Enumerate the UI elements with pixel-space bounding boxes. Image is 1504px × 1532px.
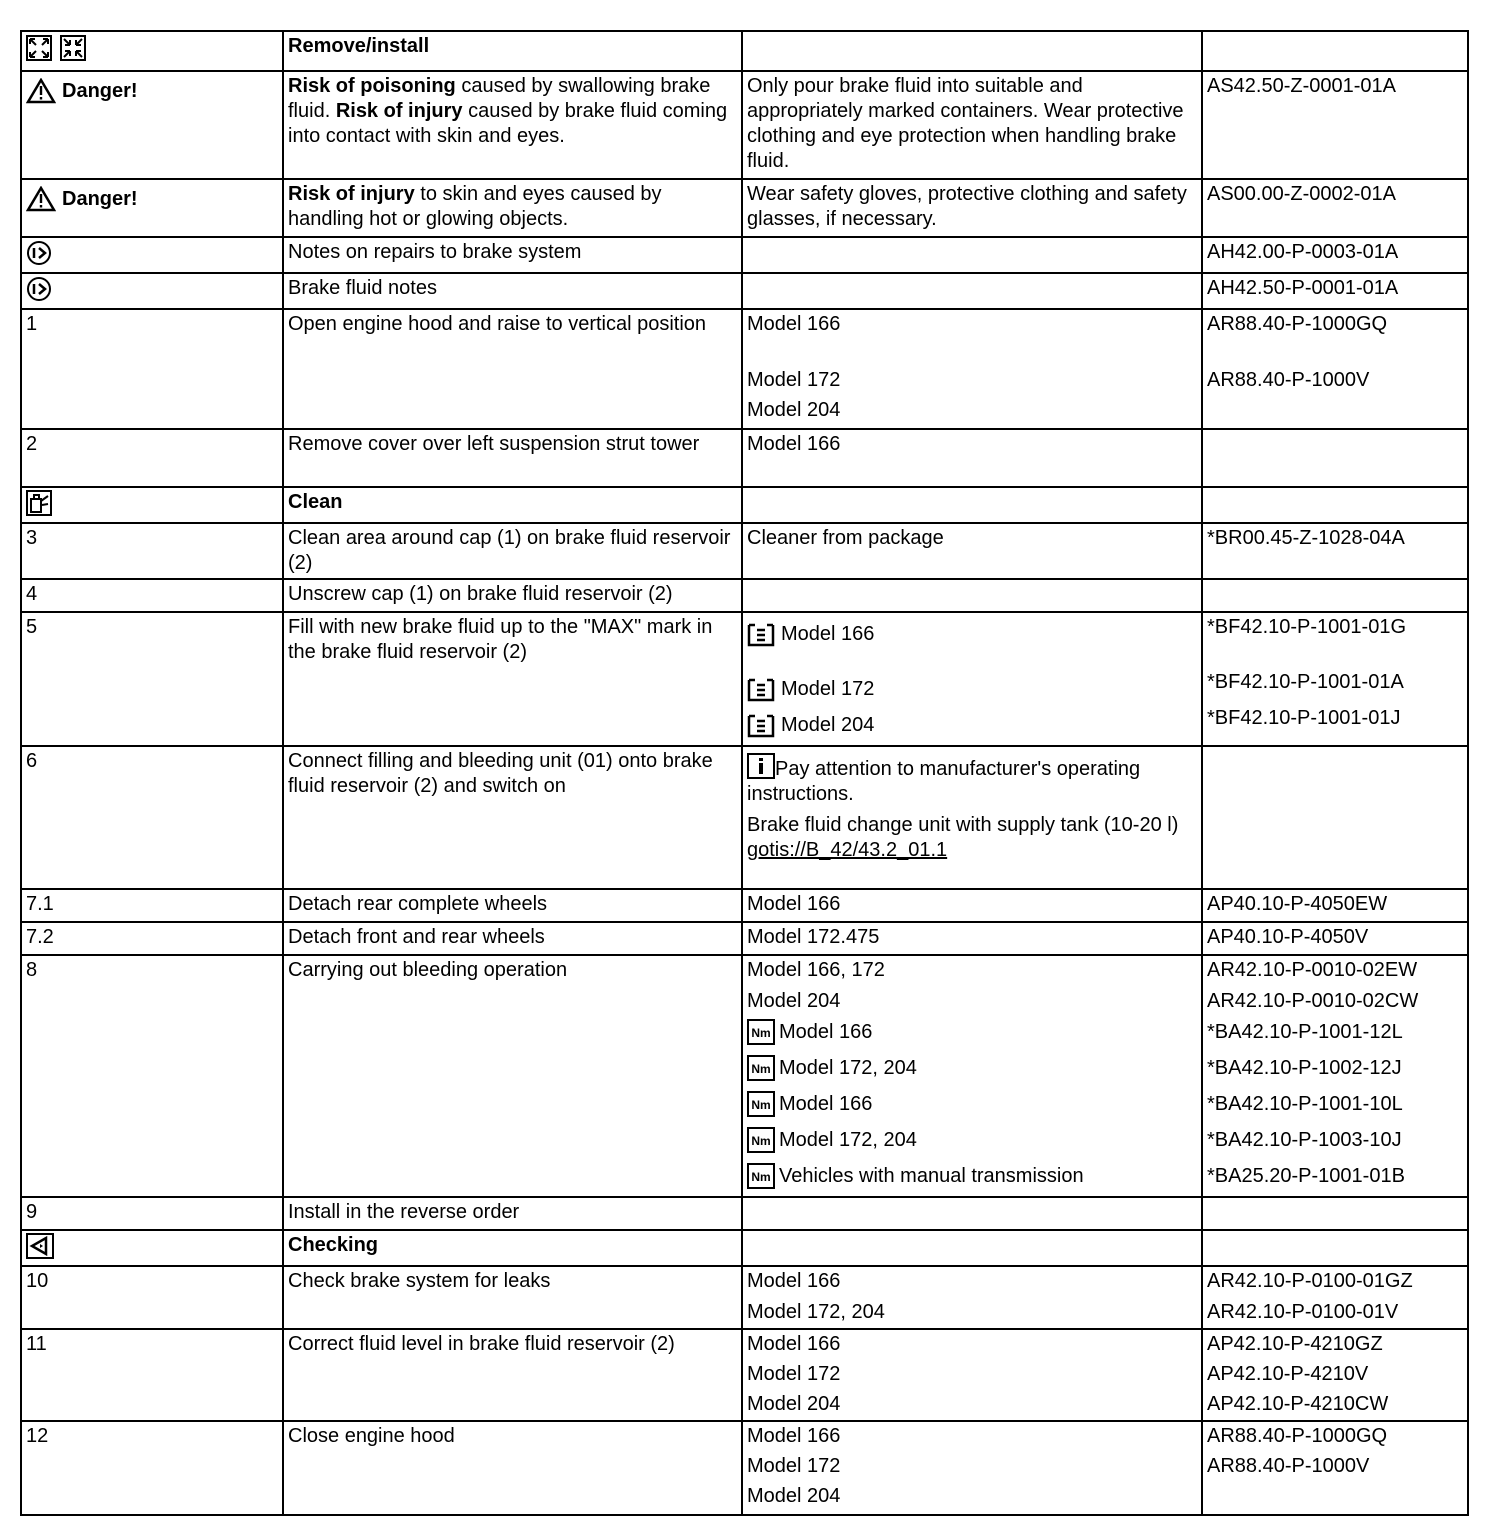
step-number: 11: [21, 1329, 283, 1421]
step-text: Check brake system for leaks: [283, 1266, 742, 1329]
fluid-spec-icon: [747, 712, 775, 738]
model-item: Model 166, 172: [747, 959, 885, 981]
notes-icon: [26, 240, 278, 266]
model-item: Model 172.475: [742, 922, 1202, 955]
model-item: Model 172: [747, 369, 841, 391]
notes-icon: [26, 276, 278, 302]
reference-link[interactable]: AR42.10-P-0100-01GZ: [1207, 1270, 1413, 1292]
step-text: Open engine hood and raise to vertical position: [283, 309, 742, 429]
model-item: Model 166: [779, 1092, 873, 1115]
step-text: Connect filling and bleeding unit (01) onto brake fluid reservoir (2) and switch on: [283, 746, 742, 889]
svg-text:Nm: Nm: [751, 1026, 771, 1040]
torque-icon: [747, 1019, 775, 1045]
info-icon: [747, 753, 775, 779]
table-row: [21, 179, 1468, 237]
table-row: [21, 746, 1468, 889]
table-row: [21, 1329, 1468, 1421]
danger-label: Danger!: [62, 79, 138, 102]
step-text: Fill with new brake fluid up to the "MAX" mark in the brake fluid reservoir (2): [283, 612, 742, 746]
model-item: Model 172: [747, 1363, 841, 1385]
warning-icon: [26, 186, 56, 212]
table-row: [21, 31, 1468, 71]
table-row: [21, 523, 1468, 579]
model-item: Model 172, 204: [779, 1056, 917, 1079]
reference-link[interactable]: AR88.40-P-1000V: [1207, 1455, 1370, 1477]
step-text: Correct fluid level in brake fluid reservoir (2): [283, 1329, 742, 1421]
model-item: Model 204: [781, 713, 875, 736]
danger-label: Danger!: [62, 187, 138, 210]
step-number: 1: [21, 309, 283, 429]
model-item: Model 166: [779, 1020, 873, 1043]
model-item: Model 166: [747, 1333, 841, 1355]
model-item: Model 172: [747, 1455, 841, 1477]
step-number: 3: [21, 523, 283, 579]
step-text: Notes on repairs to brake system: [283, 237, 742, 273]
step-text: Carrying out bleeding operation: [283, 955, 742, 1197]
reference-link[interactable]: AR88.40-P-1000V: [1207, 369, 1370, 391]
step-number: 2: [21, 429, 283, 487]
info-text: Pay attention to manufacturer's operating instructions.: [747, 758, 1141, 805]
model-item: Model 204: [747, 990, 841, 1012]
step-number: 6: [21, 746, 283, 889]
unit-text: Brake fluid change unit with supply tank (10-20 l): [747, 814, 1179, 836]
table-row: [21, 1266, 1468, 1329]
section-title: Remove/install: [283, 31, 742, 71]
remove-icon: [26, 35, 52, 61]
table-row: [21, 579, 1468, 612]
svg-text:Nm: Nm: [751, 1098, 771, 1112]
fluid-spec-icon: [747, 676, 775, 702]
step-text: Brake fluid notes: [283, 273, 742, 309]
reference-link[interactable]: AS00.00-Z-0002-01A: [1202, 179, 1468, 237]
step-number: 9: [21, 1197, 283, 1230]
model-item: Model 204: [747, 1485, 841, 1507]
reference-link[interactable]: *BA42.10-P-1001-12L: [1207, 1021, 1403, 1043]
table-row: [21, 1421, 1468, 1515]
reference-link[interactable]: AR88.40-P-1000GQ: [1207, 313, 1388, 335]
step-text: Close engine hood: [283, 1421, 742, 1515]
torque-icon: [747, 1055, 775, 1081]
step-number: 10: [21, 1266, 283, 1329]
step-text: Remove cover over left suspension strut tower: [283, 429, 742, 487]
step-number: 7.2: [21, 922, 283, 955]
reference-link[interactable]: AR88.40-P-1000GQ: [1207, 1425, 1388, 1447]
note-text: Cleaner from package: [742, 523, 1202, 579]
reference-link[interactable]: AP40.10-P-4050EW: [1202, 889, 1468, 922]
step-text: Detach front and rear wheels: [283, 922, 742, 955]
reference-link[interactable]: AR42.10-P-0010-02EW: [1207, 959, 1418, 981]
reference-link[interactable]: AH42.50-P-0001-01A: [1202, 273, 1468, 309]
reference-link[interactable]: AP42.10-P-4210CW: [1207, 1393, 1389, 1415]
step-number: 4: [21, 579, 283, 612]
reference-link[interactable]: AP40.10-P-4050V: [1202, 922, 1468, 955]
svg-text:Nm: Nm: [751, 1170, 771, 1184]
table-row: [21, 889, 1468, 922]
model-item: Model 166: [747, 313, 841, 335]
step-text: Unscrew cap (1) on brake fluid reservoir (2): [283, 579, 742, 612]
measure-text: Only pour brake fluid into suitable and appropriately marked containers. Wear protective clothing and eye protection when handling brake fluid.: [742, 71, 1202, 179]
measure-text: Wear safety gloves, protective clothing and safety glasses, if necessary.: [742, 179, 1202, 237]
reference-link[interactable]: *BF42.10-P-1001-01G: [1207, 616, 1407, 638]
table-row: [21, 612, 1468, 746]
svg-text:Nm: Nm: [751, 1062, 771, 1076]
model-item: Model 172: [781, 677, 875, 700]
model-item: Vehicles with manual transmission: [779, 1164, 1084, 1187]
model-item: Model 166: [747, 1270, 841, 1292]
step-text: Detach rear complete wheels: [283, 889, 742, 922]
model-item: Model 204: [747, 399, 841, 421]
clean-icon: [26, 490, 278, 516]
torque-icon: [747, 1163, 775, 1189]
risk-text: Risk of poisoning caused by swallowing brake fluid. Risk of injury caused by brake fluid coming into contact with skin and eyes.: [283, 71, 742, 179]
table-row: [21, 273, 1468, 309]
model-item: Model 166: [742, 889, 1202, 922]
table-row: [21, 1197, 1468, 1230]
torque-icon: [747, 1091, 775, 1117]
section-title: Checking: [283, 1230, 742, 1266]
table-row: [21, 1230, 1468, 1266]
step-number: 7.1: [21, 889, 283, 922]
procedure-table: [20, 30, 1469, 1516]
reference-link[interactable]: *BF42.10-P-1001-01J: [1207, 707, 1401, 729]
step-number: 12: [21, 1421, 283, 1515]
table-row: [21, 237, 1468, 273]
reference-link[interactable]: AH42.00-P-0003-01A: [1202, 237, 1468, 273]
model-item: Model 166: [781, 622, 875, 645]
table-row: [21, 955, 1468, 1197]
model-item: Model 204: [747, 1393, 841, 1415]
step-number: 8: [21, 955, 283, 1197]
install-icon: [60, 35, 86, 61]
table-row: [21, 429, 1468, 487]
model-item: Model 172, 204: [779, 1128, 917, 1151]
reference-link[interactable]: *BA42.10-P-1002-12J: [1207, 1057, 1402, 1079]
reference-link[interactable]: *BA42.10-P-1001-10L: [1207, 1093, 1403, 1115]
reference-link[interactable]: AP42.10-P-4210GZ: [1207, 1333, 1383, 1355]
reference-link[interactable]: AR42.10-P-0100-01V: [1207, 1301, 1399, 1323]
step-text: Install in the reverse order: [283, 1197, 742, 1230]
model-item: Model 166: [747, 1425, 841, 1447]
checking-icon: [26, 1233, 278, 1259]
warning-icon: [26, 78, 56, 104]
reference-link[interactable]: AP42.10-P-4210V: [1207, 1363, 1369, 1385]
risk-text: Risk of injury to skin and eyes caused by handling hot or glowing objects.: [283, 179, 742, 237]
table-row: [21, 487, 1468, 523]
table-row: [21, 922, 1468, 955]
torque-icon: [747, 1127, 775, 1153]
model-item: Model 172, 204: [747, 1301, 885, 1323]
svg-text:Nm: Nm: [751, 1134, 771, 1148]
step-text: Clean area around cap (1) on brake fluid reservoir (2): [283, 523, 742, 579]
reference-link[interactable]: *BA25.20-P-1001-01B: [1207, 1165, 1405, 1187]
reference-link[interactable]: *BF42.10-P-1001-01A: [1207, 671, 1404, 693]
gotis-link[interactable]: gotis://B_42/43.2_01.1: [747, 839, 948, 861]
table-row: [21, 71, 1468, 179]
reference-link[interactable]: AS42.50-Z-0001-01A: [1202, 71, 1468, 179]
section-title: Clean: [283, 487, 742, 523]
reference-link[interactable]: *BA42.10-P-1003-10J: [1207, 1129, 1402, 1151]
reference-link[interactable]: *BR00.45-Z-1028-04A: [1202, 523, 1468, 579]
step-number: 5: [21, 612, 283, 746]
reference-link[interactable]: AR42.10-P-0010-02CW: [1207, 990, 1419, 1012]
table-row: [21, 309, 1468, 429]
model-item: Model 166: [742, 429, 1202, 487]
fluid-spec-icon: [747, 621, 775, 647]
